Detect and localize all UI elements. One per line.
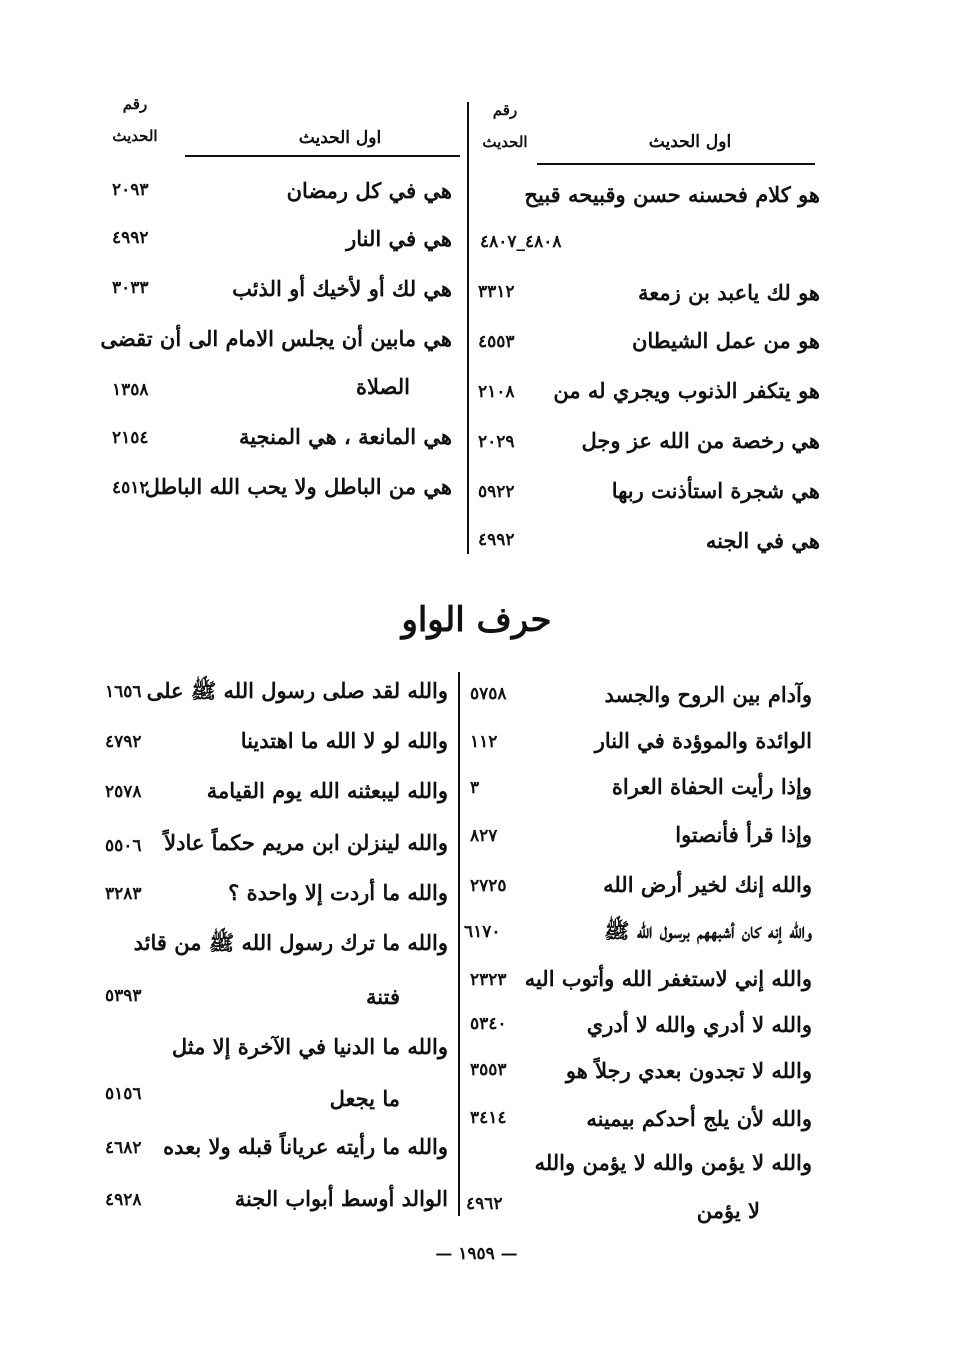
upper-left-header-num-2: الحديث — [112, 127, 158, 145]
hadith-number: ٢٥٧٨ — [105, 782, 142, 802]
list-item: هي لك أو لأخيك أو الذئب — [232, 276, 452, 301]
list-item: هو لك ياعبد بن زمعة — [637, 280, 820, 305]
upper-column-divider — [467, 102, 469, 554]
hadith-number: ٦١٧٠ — [464, 922, 501, 942]
hadith-number: ٤٩٦٢ — [466, 1194, 503, 1214]
hadith-number: ٥٣٤٠ — [470, 1014, 507, 1034]
hadith-number: ٣٤١٤ — [470, 1108, 507, 1128]
list-item: هي في النار — [346, 226, 452, 251]
list-item: والله إنك لخير أرض الله — [603, 872, 812, 897]
list-item: لا يؤمن — [696, 1198, 760, 1223]
list-item: الوائدة والموؤدة في النار — [594, 728, 812, 753]
list-item: والله لينزلن ابن مريم حكماً عادلاً — [164, 830, 448, 855]
list-item: والله لو لا الله ما اهتدينا — [240, 728, 448, 753]
list-item: والله ما أردت إلا واحدة ؟ — [228, 880, 448, 905]
hadith-number: ٨٢٧ — [470, 826, 498, 846]
upper-right-header-rule — [537, 163, 815, 165]
hadith-number: ١١٢ — [470, 732, 498, 752]
upper-left-header-rule — [185, 155, 460, 157]
list-item: والله لقد صلى رسول الله ﷺ على — [146, 678, 448, 703]
hadith-number: ٥٩٢٢ — [478, 482, 515, 502]
upper-left-header-num-1: رقم — [122, 95, 148, 113]
list-item: هي من الباطل ولا يحب الله الباطل — [144, 474, 452, 499]
list-item: هي رخصة من الله عز وجل — [581, 428, 820, 453]
hadith-number: ٣٥٥٣ — [470, 1060, 507, 1080]
list-item: والله ما رأيته عرياناً قبله ولا بعده — [163, 1134, 448, 1159]
hadith-number: ٤٩٩٢ — [478, 530, 515, 550]
hadith-number: ٤٩٢٨ — [105, 1190, 142, 1210]
hadith-number: ١٣٥٨ — [112, 380, 149, 400]
hadith-number: ٣٠٣٣ — [112, 278, 149, 298]
hadith-number: ٢١٠٨ — [478, 382, 515, 402]
list-item: هي مابين أن يجلس الامام الى أن تقضى — [100, 326, 452, 351]
list-item: والله ليبعثنه الله يوم القيامة — [206, 778, 448, 803]
hadith-number: ٥١٥٦ — [105, 1084, 142, 1104]
hadith-number: ٥٧٥٨ — [470, 684, 507, 704]
list-item: والله لأن يلج أحدكم بيمينه — [586, 1106, 812, 1131]
page-number: — ١٩٥٩ — — [435, 1244, 518, 1264]
hadith-number: ٤٧٩٢ — [105, 732, 142, 752]
hadith-number: ٢١٥٤ — [112, 428, 149, 448]
hadith-number: ٣٣١٢ — [478, 282, 515, 302]
hadith-number: ٢٧٢٥ — [470, 876, 507, 896]
list-item: والله لا يؤمن والله لا يؤمن والله — [534, 1150, 812, 1175]
list-item: والله ما الدنيا في الآخرة إلا مثل — [171, 1034, 448, 1059]
list-item: فتنة — [366, 984, 400, 1009]
list-item: الوالد أوسط أبواب الجنة — [234, 1186, 448, 1211]
list-item: والله ما ترك رسول الله ﷺ من قائد — [133, 930, 448, 955]
hadith-number: ٢٠٩٣ — [112, 180, 149, 200]
upper-left-header-text: اول الحديث — [298, 128, 382, 148]
upper-right-header-text: اول الحديث — [648, 132, 732, 152]
list-item: والله لا أدري والله لا أدري — [586, 1012, 812, 1037]
list-item: الصلاة — [356, 374, 410, 399]
hadith-number: ٤٦٨٢ — [105, 1138, 142, 1158]
hadith-number: ٣ — [470, 778, 480, 798]
hadith-number: ٢٣٢٣ — [470, 970, 507, 990]
list-item: هي المانعة ، هي المنجية — [238, 424, 452, 449]
list-item: هو كلام فحسنه حسن وقبيحه قبيح — [524, 182, 820, 207]
list-item: هو يتكفر الذنوب ويجري له من — [553, 378, 820, 403]
list-item: والله إنه كان أشبههم برسول الله ﷺ — [604, 918, 812, 943]
list-item: هي في كل رمضان — [286, 178, 452, 203]
upper-right-header-num-2: الحديث — [482, 133, 528, 151]
list-item: والله لا تجدون بعدي رجلاً هو — [565, 1058, 812, 1083]
hadith-number: ٥٥٠٦ — [105, 836, 142, 856]
hadith-number: ٤٥٥٣ — [478, 332, 515, 352]
list-item: هو من عمل الشيطان — [631, 328, 820, 353]
hadith-number: ٥٣٩٣ — [105, 986, 142, 1006]
list-item: هي في الجنه — [705, 528, 820, 553]
list-item: وإذا رأيت الحفاة العراة — [611, 774, 812, 799]
upper-right-header-num-1: رقم — [492, 101, 518, 119]
hadith-number: ٤٩٩٢ — [112, 228, 149, 248]
list-item: ما يجعل — [329, 1086, 400, 1111]
hadith-number: ١٦٥٦ — [105, 682, 142, 702]
list-item: هي شجرة استأذنت ربها — [611, 478, 820, 503]
hadith-number: ٤٨٠٨_٤٨٠٧ — [480, 232, 562, 252]
lower-column-divider — [458, 672, 460, 1216]
hadith-number: ٢٠٢٩ — [478, 432, 515, 452]
list-item: والله إني لاستغفر الله وأتوب اليه — [524, 966, 812, 991]
hadith-number: ٣٢٨٣ — [105, 884, 142, 904]
list-item: وآدام بين الروح والجسد — [604, 682, 812, 707]
section-title: حرف الواو — [401, 600, 552, 640]
list-item: وإذا قرأ فأنصتوا — [675, 822, 812, 847]
hadith-number: ٤٥١٢ — [112, 478, 149, 498]
